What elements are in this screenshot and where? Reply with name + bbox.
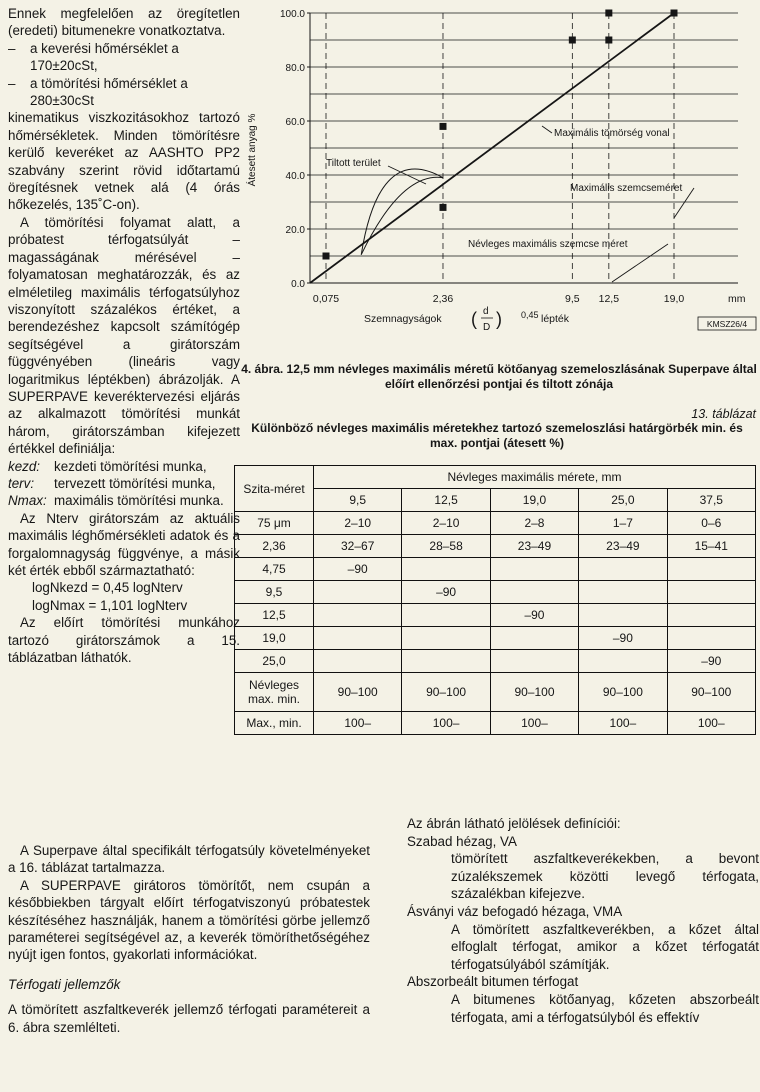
table-cell [579, 604, 667, 627]
definitions-column [407, 815, 759, 1026]
intro-paragraph: Ennek megfelelően az öregítetlen (eredeti) bitumenekre vonatkoztatva. [8, 6, 240, 39]
table-cell: 90–100 [314, 673, 402, 712]
table-cell [402, 650, 490, 673]
definition-text: A tömörített aszfaltkeverékben, a kőzet által elfoglalt térfogat, amikor a kőzet térfogatát térfogatsúlyából számítják. [451, 921, 759, 972]
annotation-label: Névleges maximális szemcse méret [468, 239, 628, 250]
table-title: Különböző névleges maximális méretekhez tartozó szemeloszlási határgörbék min. és max. pontjai (átesett %) [251, 421, 743, 450]
table-cell: 100– [579, 712, 667, 735]
column-header: 12,5 [402, 489, 490, 512]
row-label: 9,5 [235, 581, 314, 604]
definition-item: terv: tervezett tömörítési munka, [8, 475, 216, 491]
table-cell: 23–49 [579, 535, 667, 558]
table-cell [402, 627, 490, 650]
table-cell: 2–10 [314, 512, 402, 535]
table-cell: –90 [402, 581, 490, 604]
x-tick-label: 0,075 [312, 293, 340, 305]
table-cell: 28–58 [402, 535, 490, 558]
table-cell [667, 604, 755, 627]
definition-term: Szabad hézag, VA [407, 833, 517, 849]
table-cell: 90–100 [490, 673, 578, 712]
equation: logNmax = 1,101 logNterv [32, 597, 188, 613]
table-row [235, 535, 756, 558]
x-tick-label: 2,36 [432, 293, 454, 305]
table-cell: 100– [314, 712, 402, 735]
control-point [605, 37, 612, 44]
definitions-heading: Az ábrán látható jelölések definíciói: [407, 816, 621, 831]
definition-text: A bitumenes kötőanyag, kőzeten abszorbeált térfogata, ami a térfogatsúlyból és effektív [451, 991, 759, 1025]
gradation-table [234, 465, 756, 735]
reference-paragraph: Az előírt tömörítési munkához tartozó girátorszámok a 15. táblázatban láthatók. [8, 615, 240, 666]
x-unit: mm [728, 293, 746, 305]
svg-text:): ) [496, 309, 502, 329]
table-cell [314, 650, 402, 673]
table-cell: 23–49 [490, 535, 578, 558]
control-point [439, 123, 446, 130]
table-cell: 90–100 [402, 673, 490, 712]
table-row [235, 712, 756, 735]
annotation-label: Maximális szemcseméret [570, 183, 683, 194]
restricted-zone-upper [361, 169, 443, 255]
paragraph: A tömörített aszfaltkeverék jellemző térfogati paramétereit a 6. ábra szemlélteti. [8, 1002, 370, 1035]
column-header: 19,0 [490, 489, 578, 512]
definition-item: Nmax: maximális tömörítési munka. [8, 493, 224, 509]
y-tick-label: 20.0 [285, 225, 305, 236]
table-cell: –90 [314, 558, 402, 581]
y-tick-label: 40.0 [285, 171, 305, 182]
equation: logNkezd = 0,45 logNterv [32, 580, 183, 596]
x-formula [471, 306, 502, 333]
table-cell [490, 650, 578, 673]
y-tick-label: 100.0 [279, 9, 305, 20]
definition-item: kezd: kezdeti tömörítési munka, [8, 458, 207, 474]
table-cell: –90 [579, 627, 667, 650]
table-cell [402, 558, 490, 581]
table-cell: 100– [402, 712, 490, 735]
table-cell [490, 581, 578, 604]
svg-text:d: d [483, 306, 489, 317]
row-header: Szita-méret [235, 466, 314, 512]
column-header: 37,5 [667, 489, 755, 512]
table-cell [490, 558, 578, 581]
table-cell [314, 627, 402, 650]
definition-text: tömörített aszfaltkeverékekben, a bevont zúzalékszemek közötti levegő térfogata, százalékban kifejezve. [451, 851, 759, 902]
table-cell [667, 581, 755, 604]
table-row [235, 673, 756, 712]
group-header: Névleges maximális mérete, mm [314, 466, 756, 489]
x-tick-label: 19,0 [663, 293, 685, 305]
figure-caption: 4. ábra. 12,5 mm névleges maximális méretű kötőanyag szemeloszlásának Superpave által előírt ellenőrzési pontjai és tiltott zónája [241, 362, 757, 391]
control-point [323, 253, 330, 260]
bullet-item: – a tömörítési hőmérséklet a 280±30cSt [8, 75, 188, 109]
table-cell [579, 581, 667, 604]
table-cell [579, 558, 667, 581]
row-label: 75 μm [235, 512, 314, 535]
table-cell [314, 581, 402, 604]
left-column [8, 5, 240, 666]
table-cell: 90–100 [667, 673, 755, 712]
row-label: 4,75 [235, 558, 314, 581]
table-row [235, 604, 756, 627]
table-cell [667, 558, 755, 581]
table-cell [490, 627, 578, 650]
annotation-label: Tiltott terület [326, 158, 381, 169]
y-tick-label: 60.0 [285, 117, 305, 128]
x-tick-label: 9,5 [565, 293, 580, 305]
row-label: 2,36 [235, 535, 314, 558]
annotation-label: Maximális tömörség vonal [554, 128, 670, 139]
control-point [569, 37, 576, 44]
table-row [235, 650, 756, 673]
table-cell [579, 650, 667, 673]
table-cell: 1–7 [579, 512, 667, 535]
table-row [235, 627, 756, 650]
row-label: 19,0 [235, 627, 314, 650]
table-cell [667, 627, 755, 650]
table-cell: 0–6 [667, 512, 755, 535]
table-cell: –90 [667, 650, 755, 673]
compaction-paragraph: A tömörítési folyamat alatt, a próbatest térfogatsúlyát – magasságának mérésével – folyamatosan meghatározzák, és az elméletileg maximális térfogatsúlyhoz viszonyított százalékos értéket, a berendezéshez kapcsolt számítógép segítségével a girátorszám függvényében (lineáris vagy logaritmikus léptékben) ábrázolják. A SUPERPAVE keveréktervezési eljárás az alkalmazott tömörítési munkát három, girátorszámban kifejezett értékkel definiálja: [8, 214, 240, 457]
table-cell: 2–10 [402, 512, 490, 535]
gyration-paragraph: Az Nterv girátorszám az aktuális maximális léghőmérsékleti adatok és a forgalomnagyság függvénye, a másik két érték ebből származtatható: [8, 510, 240, 578]
y-tick-label: 0.0 [291, 279, 305, 290]
table-cell [402, 604, 490, 627]
x-exp: 0,45 [521, 310, 539, 320]
table-cell: –90 [490, 604, 578, 627]
table-cell: 15–41 [667, 535, 755, 558]
row-label: 12,5 [235, 604, 314, 627]
y-axis-label: Átesett anyag % [247, 113, 258, 187]
definition-term: Ásványi váz befogadó hézaga, VMA [407, 903, 623, 919]
x-axis-label: Szemnagyságok [364, 313, 442, 325]
control-point [671, 10, 678, 17]
column-header: 25,0 [579, 489, 667, 512]
table-cell: 2–8 [490, 512, 578, 535]
row-label: Max., min. [235, 712, 314, 735]
bottom-left-text [8, 842, 370, 1036]
table-cell: 100– [490, 712, 578, 735]
svg-text:(: ( [471, 309, 477, 329]
x-scale-label: lépték [541, 313, 570, 325]
table-cell: 100– [667, 712, 755, 735]
table-cell [314, 604, 402, 627]
svg-text:D: D [483, 322, 491, 333]
table-number: 13. táblázat [691, 407, 756, 421]
control-point [605, 10, 612, 17]
table-cell: 90–100 [579, 673, 667, 712]
paragraph: A Superpave által specifikált térfogatsúly követelményeket a 16. táblázat tartalmazza. [8, 843, 370, 876]
table-row [235, 558, 756, 581]
annotation-leader [542, 126, 552, 133]
table-cell: 32–67 [314, 535, 402, 558]
table-row [235, 512, 756, 535]
paragraph: A SUPERPAVE girátoros tömörítőt, nem csupán a későbbiekben tárgyalt előírt térfogatviszonyú próbatestek készítéséhez használják, hanem a tömörítési görbe jellemző paraméterei segítségével az, a keverék tömöríthetőségéhez nyújt igen fontos, gyakorlati információkat. [8, 877, 370, 963]
row-label: Névleges max. min. [235, 673, 314, 712]
row-label: 25,0 [235, 650, 314, 673]
x-tick-label: 12,5 [598, 293, 620, 305]
control-point [439, 204, 446, 211]
column-header: 9,5 [314, 489, 402, 512]
section-heading: Térfogati jellemzők [8, 976, 121, 992]
y-tick-label: 80.0 [285, 63, 305, 74]
bullet-item: – a keverési hőmérséklet a 170±20cSt, [8, 40, 179, 74]
figure-code: KMSZ26/4 [706, 319, 748, 329]
gradation-chart [240, 0, 760, 350]
table-row [235, 581, 756, 604]
restricted-zone-lower [361, 177, 443, 254]
definition-term: Abszorbeált bitumen térfogat [407, 974, 579, 990]
viscosity-paragraph: kinematikus viszkozitásokhoz tartozó hőmérsékletek. Minden tömörítésre kerülő keveréket az AASHTO PP2 szabvány szerint rövid időtartamú öregítésnek vetnek alá (4 órás hőkezelés, 135˚C-on). [8, 110, 240, 213]
